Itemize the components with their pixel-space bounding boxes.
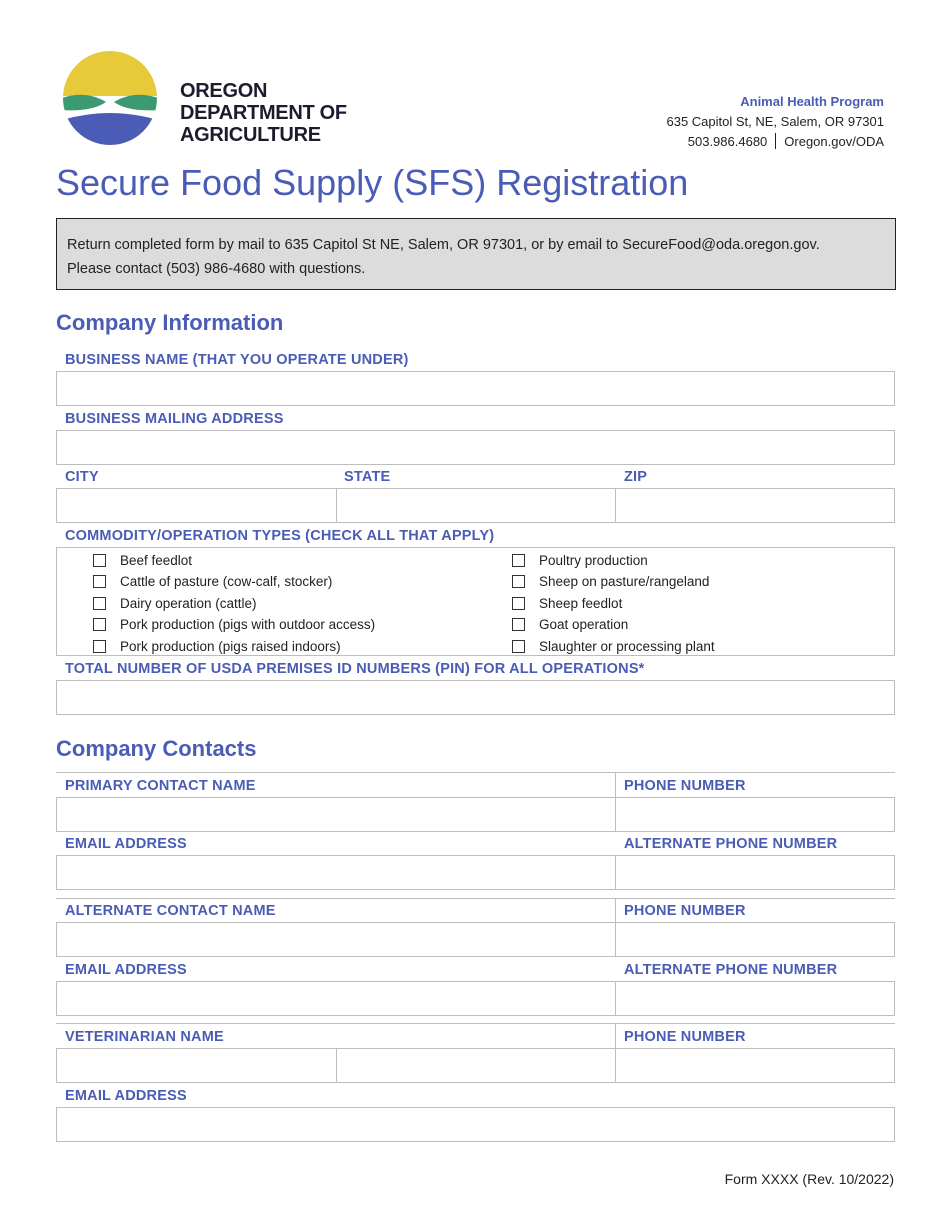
divider [615,772,616,797]
city-label: CITY [65,469,99,485]
checkbox[interactable] [93,554,106,567]
separator [775,133,776,149]
checkbox[interactable] [512,640,525,653]
commodity-checkbox-group [56,547,895,656]
primary-contact-name-input[interactable] [56,797,616,832]
commodity-option[interactable]: Pork production (pigs raised indoors) [93,639,341,654]
phone: 503.986.4680 [687,134,768,149]
agency-name [180,80,347,146]
checkbox[interactable] [512,618,525,631]
checkbox[interactable] [93,597,106,610]
vet-phone-input[interactable] [615,1048,895,1083]
agency-line-3: AGRICULTURE [180,124,321,146]
checkbox[interactable] [512,575,525,588]
divider [56,1023,895,1024]
vet-email-input[interactable] [56,1107,895,1142]
commodity-option[interactable]: Cattle of pasture (cow-calf, stocker) [93,574,332,589]
company-info-heading: Company Information [56,310,284,335]
primary-alt-phone-input[interactable] [615,855,895,890]
divider [615,1023,616,1048]
oda-logo-icon [62,50,158,146]
state-label: STATE [344,469,391,485]
agency-line-1: OREGON [180,80,268,102]
zip-input[interactable] [615,488,895,523]
notice-box [56,218,896,290]
pin-label: TOTAL NUMBER OF USDA PREMISES ID NUMBERS (PIN) FOR ALL OPERATIONS* [65,661,645,677]
alt-phone-label: PHONE NUMBER [624,903,746,919]
website-link[interactable]: Oregon.gov/ODA [784,134,884,149]
contact-block [666,92,884,152]
primary-phone-input[interactable] [615,797,895,832]
divider [56,772,895,773]
business-name-label: BUSINESS NAME (THAT YOU OPERATE UNDER) [65,352,409,368]
zip-label: ZIP [624,469,648,485]
commodity-option[interactable]: Dairy operation (cattle) [93,596,257,611]
primary-email-input[interactable] [56,855,616,890]
alt-contact-name-label: ALTERNATE CONTACT NAME [65,903,276,919]
commodity-option[interactable]: Pork production (pigs with outdoor access) [93,617,375,632]
mailing-address-input[interactable] [56,430,895,465]
page-title: Secure Food Supply (SFS) Registration [56,162,689,203]
alt-phone-input[interactable] [615,922,895,957]
city-input[interactable] [56,488,337,523]
alt-alt-phone-label: ALTERNATE PHONE NUMBER [624,962,838,978]
form-footer: Form XXXX (Rev. 10/2022) [724,1171,894,1187]
company-contacts-heading: Company Contacts [56,736,257,761]
state-input[interactable] [336,488,616,523]
checkbox[interactable] [512,554,525,567]
alt-contact-name-input[interactable] [56,922,616,957]
vet-phone-label: PHONE NUMBER [624,1029,746,1045]
alt-email-input[interactable] [56,981,616,1016]
vet-email-label: EMAIL ADDRESS [65,1088,187,1104]
commodity-option[interactable]: Sheep on pasture/rangeland [512,574,709,589]
mailing-address-label: BUSINESS MAILING ADDRESS [65,411,284,427]
commodity-option[interactable]: Goat operation [512,617,628,632]
pin-input[interactable] [56,680,895,715]
alt-email-label: EMAIL ADDRESS [65,962,187,978]
notice-line-2: Please contact (503) 986-4680 with questions. [67,261,366,277]
notice-line-1: Return completed form by mail to 635 Capitol St NE, Salem, OR 97301, or by email to SecureFood@oda.oregon.gov. [67,237,820,253]
divider [56,898,895,899]
checkbox[interactable] [93,640,106,653]
commodity-option[interactable]: Slaughter or processing plant [512,639,715,654]
divider [615,898,616,923]
address: 635 Capitol St, NE, Salem, OR 97301 [666,114,884,129]
primary-alt-phone-label: ALTERNATE PHONE NUMBER [624,836,838,852]
checkbox[interactable] [512,597,525,610]
vet-name-input-extra[interactable] [336,1048,616,1083]
vet-name-label: VETERINARIAN NAME [65,1029,224,1045]
business-name-input[interactable] [56,371,895,406]
commodity-option[interactable]: Poultry production [512,553,648,568]
commodity-label: COMMODITY/OPERATION TYPES (CHECK ALL THAT APPLY) [65,528,495,544]
primary-contact-name-label: PRIMARY CONTACT NAME [65,778,256,794]
program-name: Animal Health Program [740,94,884,109]
vet-name-input[interactable] [56,1048,337,1083]
agency-line-2: DEPARTMENT OF [180,102,347,124]
checkbox[interactable] [93,618,106,631]
commodity-option[interactable]: Beef feedlot [93,553,192,568]
checkbox[interactable] [93,575,106,588]
alt-alt-phone-input[interactable] [615,981,895,1016]
commodity-option[interactable]: Sheep feedlot [512,596,622,611]
primary-email-label: EMAIL ADDRESS [65,836,187,852]
primary-phone-label: PHONE NUMBER [624,778,746,794]
